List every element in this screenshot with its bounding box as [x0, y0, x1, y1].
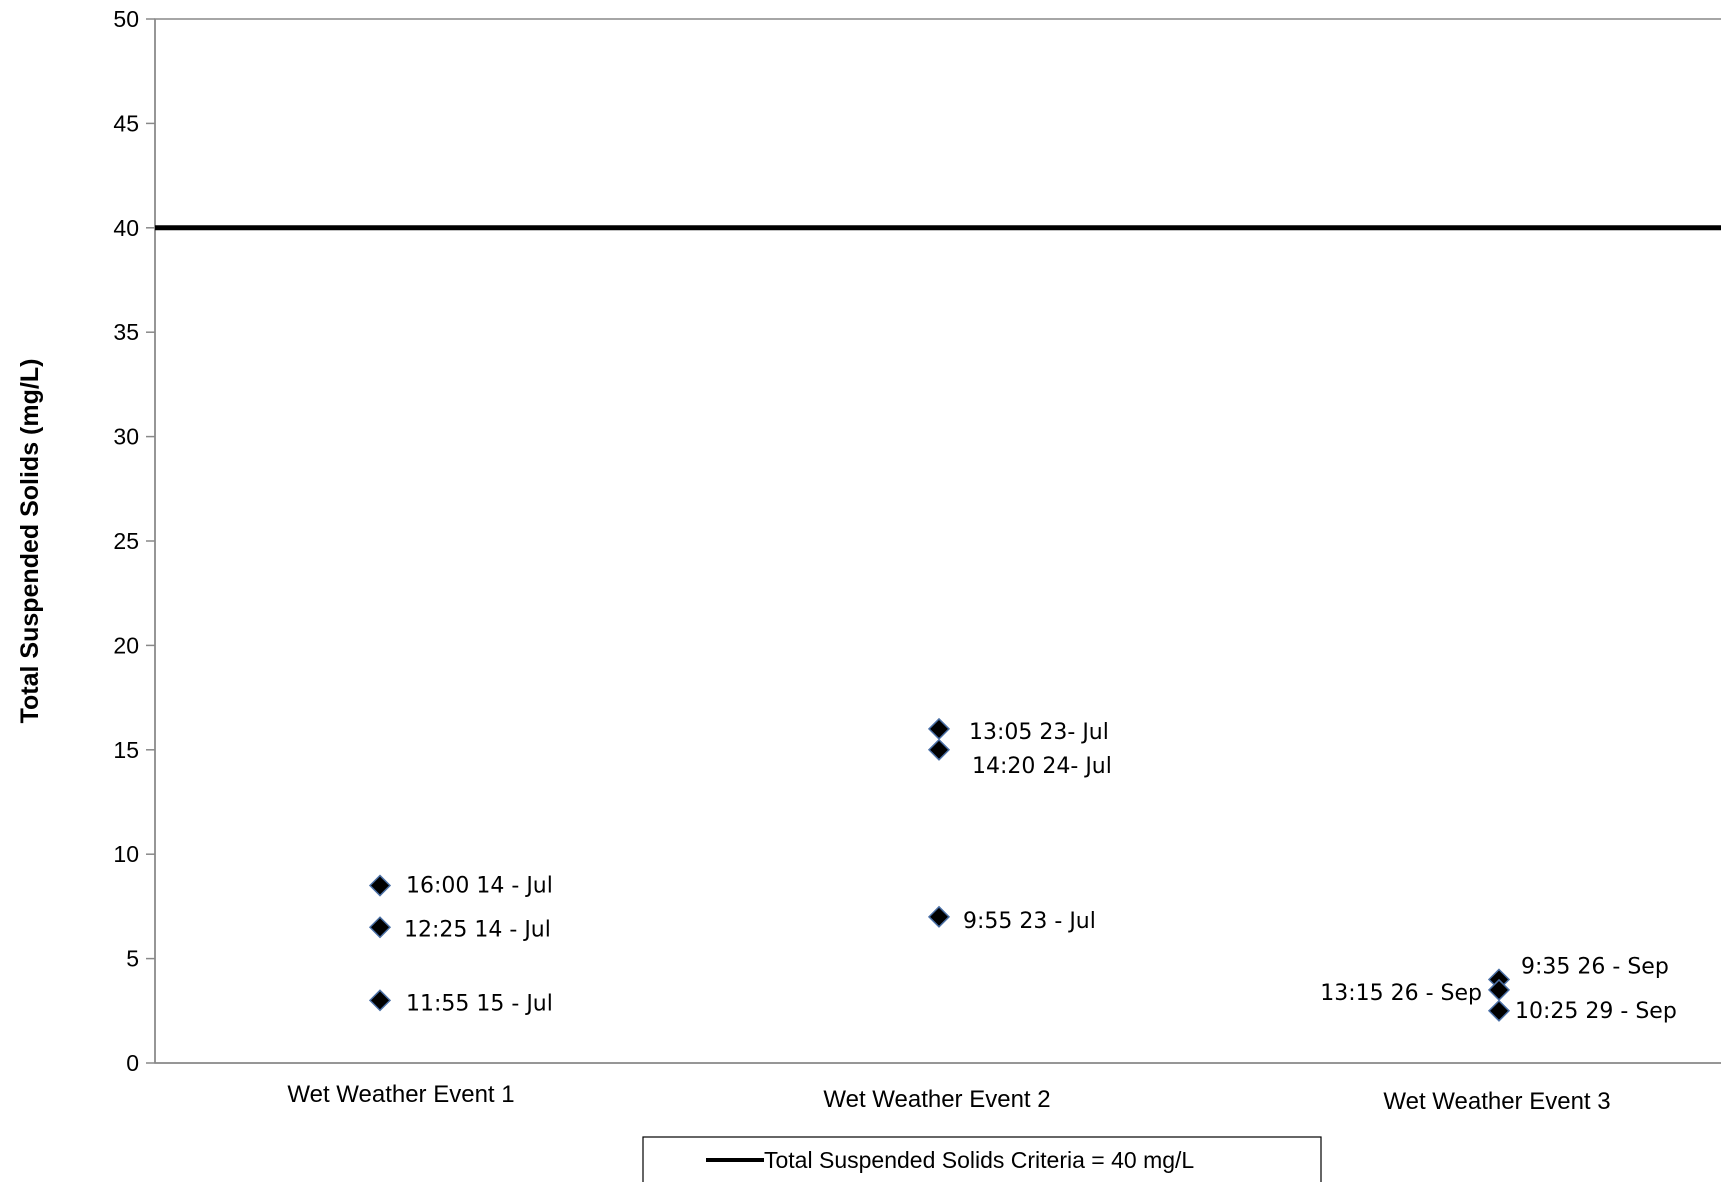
- category-label: Wet Weather Event 3: [1383, 1088, 1611, 1115]
- y-tick-label: 30: [113, 423, 139, 450]
- data-point-label: 13:15 26 - Sep: [1320, 980, 1482, 1006]
- y-tick-label: 25: [113, 528, 139, 554]
- y-tick-label: 15: [113, 736, 139, 763]
- y-tick-label: 20: [113, 632, 139, 659]
- data-point-label: 16:00 14 - Jul: [406, 873, 553, 899]
- data-point-label: 14:20 24- Jul: [972, 753, 1112, 779]
- y-tick-label: 5: [126, 945, 139, 972]
- data-point-label: 10:25 29 - Sep: [1515, 998, 1677, 1024]
- y-tick-label: 35: [113, 319, 139, 346]
- y-tick-label: 0: [126, 1050, 139, 1076]
- y-tick-label: 45: [113, 110, 139, 137]
- y-tick-label: 40: [113, 214, 139, 241]
- y-axis-ticks: [113, 6, 155, 1076]
- category-label: Wet Weather Event 2: [823, 1086, 1051, 1113]
- y-tick-label: 50: [113, 6, 139, 32]
- data-point-label: 11:55 15 - Jul: [406, 991, 553, 1017]
- legend-label: Total Suspended Solids Criteria = 40 mg/L: [764, 1147, 1195, 1173]
- y-tick-label: 10: [113, 841, 139, 868]
- y-axis-title: Total Suspended Solids (mg/L): [16, 358, 44, 724]
- plot-area: [155, 19, 1721, 1063]
- data-point-label: 12:25 14 - Jul: [404, 917, 551, 943]
- category-labels: [287, 1081, 1610, 1115]
- legend: [643, 1137, 1321, 1182]
- data-point-label: 9:35 26 - Sep: [1521, 954, 1669, 980]
- category-label: Wet Weather Event 1: [287, 1081, 515, 1108]
- data-point-label: 9:55 23 - Jul: [963, 908, 1096, 934]
- data-point-label: 13:05 23- Jul: [969, 719, 1109, 745]
